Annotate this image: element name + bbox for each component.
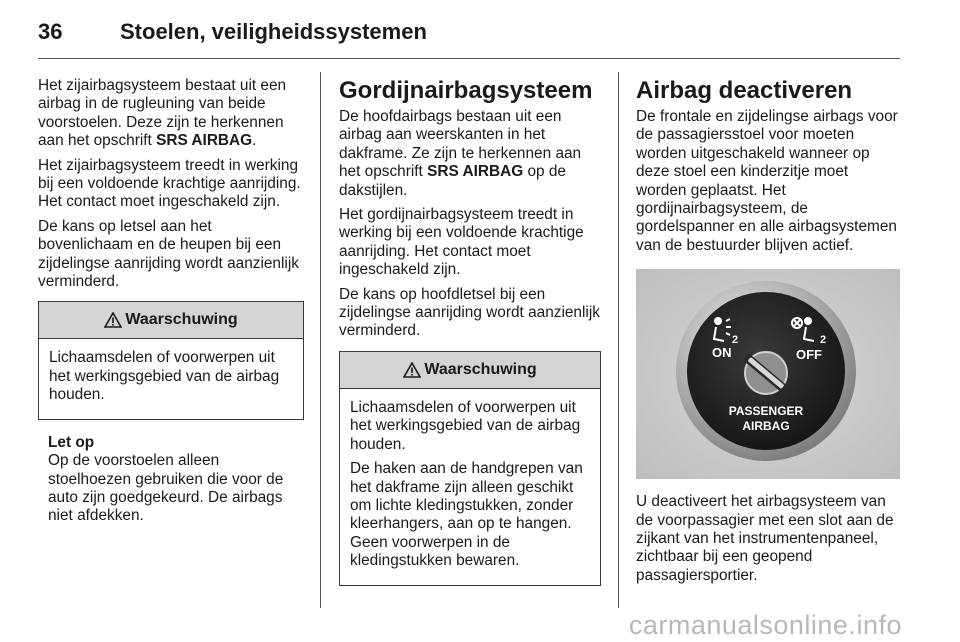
airbag-switch-photo	[636, 269, 900, 479]
key-slot-icon	[743, 352, 789, 394]
warning-box	[38, 301, 304, 419]
warning-header	[340, 352, 600, 389]
column-airbag-deactivation	[636, 77, 902, 591]
watermark: carmanualsonline.info	[628, 610, 902, 640]
deactivation-intro: De frontale en zijdelingse airbags voor de passagiersstoel voor moeten worden uitgeschakeld wanneer op deze stoel een kinderzitje moet worden geplaatst. Het gordijnairbagsysteem, de gordelspanner en alle airbagsystemen van de bestuurder blijven actief.	[636, 108, 898, 254]
column-divider-2	[618, 72, 619, 608]
note-label: Let op	[48, 433, 95, 451]
seat-number-right: 2	[820, 334, 827, 347]
deactivation-instructions: U deactiveert het airbagsysteem van de voorpassagier met een slot aan de zijkant van het instrumentenpaneel, zichtbaar bij een geopend passagiersportier.	[636, 493, 894, 584]
page-title: Stoelen, veiligheidssystemen	[120, 19, 427, 44]
side-airbag-activation: Het zijairbagsysteem treedt in werking bij een voldoende krachtige aanrijding. Het contact moet ingeschakeld zijn.	[38, 156, 301, 211]
side-airbag-intro: Het zijairbagsysteem bestaat uit een airbag in de rugleuning van beide voorstoelen. Deze zijn te herkennen aan het opschrift SRS AIRBAG.	[38, 77, 287, 150]
warning-triangle-icon	[104, 312, 122, 328]
warning-text: Lichaamsdelen of voorwerpen uit het werkingsgebied van de airbag houden.	[350, 398, 581, 453]
warning-header	[39, 302, 303, 339]
warning-body	[340, 389, 600, 585]
column-curtain-airbag	[339, 77, 601, 586]
curtain-airbag-risk: De kans op hoofdletsel bij een zijdelingse aanrijding wordt aanzienlijk verminderd.	[339, 285, 600, 340]
airbag-key-switch-illustration	[636, 269, 900, 479]
header-rule	[38, 58, 900, 59]
section-heading: Airbag deactiveren	[636, 77, 853, 104]
column-divider-1	[320, 72, 321, 608]
srs-airbag-label: SRS AIRBAG	[427, 163, 524, 181]
curtain-airbag-activation: Het gordijnairbagsysteem treedt in werking bij een voldoende krachtige aanrijding. Het contact moet ingeschakeld zijn.	[339, 206, 584, 279]
airbag-label: AIRBAG	[742, 419, 790, 434]
section-heading: Gordijnairbagsysteem	[339, 77, 593, 104]
switch-on-label: ON	[712, 345, 732, 361]
column-side-airbag	[38, 77, 304, 526]
page-number: 36	[38, 19, 63, 44]
side-airbag-risk: De kans op letsel aan het bovenlichaam en de heupen bij een zijdelingse aanrijding wordt aanzienlijk verminderd.	[38, 217, 299, 291]
srs-airbag-label: SRS AIRBAG	[156, 132, 253, 150]
warning-title: Waarschuwing	[424, 360, 537, 378]
page-header	[38, 14, 427, 50]
warning-body	[39, 339, 303, 418]
warning-triangle-icon	[403, 362, 421, 378]
note-block	[38, 434, 304, 526]
seat-number-left: 2	[732, 334, 739, 347]
warning-title: Waarschuwing	[125, 311, 238, 329]
warning-text: Lichaamsdelen of voorwerpen uit het werkingsgebied van de airbag houden.	[49, 349, 280, 404]
passenger-label: PASSENGER	[728, 404, 804, 419]
warning-box	[339, 351, 601, 586]
switch-off-label: OFF	[796, 347, 822, 363]
curtain-airbag-intro: De hoofdairbags bestaan uit een airbag aan weerskanten in het dakframe. Ze zijn te herkennen aan het opschrift SRS AIRBAG op de dakstijlen.	[339, 108, 582, 199]
note-text: Op de voorstoelen alleen stoelhoezen gebruiken die voor de auto zijn goedgekeurd. De airbags niet afdekken.	[48, 452, 284, 525]
warning-text-hooks: De haken aan de handgrepen van het dakframe zijn alleen geschikt om lichte kledingstukken, zonder kleerhangers, aan op te hangen. Geen voorwerpen in de kledingstukken bewaren.	[350, 460, 583, 570]
